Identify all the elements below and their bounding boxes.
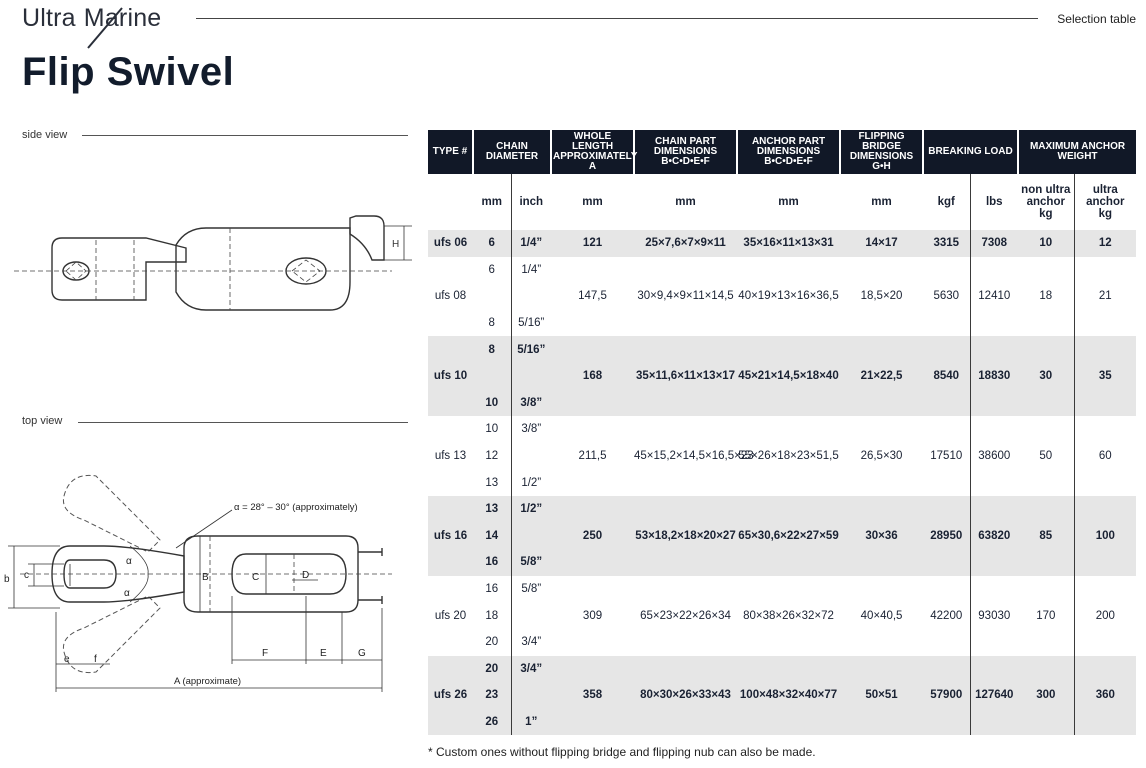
page-title: Flip Swivel: [22, 50, 235, 94]
doc-type-label: Selection table: [1057, 12, 1136, 26]
cell-mm: 16: [473, 549, 511, 576]
cell-inch: 1”: [511, 709, 551, 736]
cell-type: ufs 10: [428, 336, 473, 416]
alpha-upper-label: α: [126, 556, 132, 567]
cell-non-ultra: 85: [1018, 496, 1074, 576]
unit-non-ultra: non ultra anchor kg: [1021, 184, 1071, 220]
cell-mm: [473, 363, 511, 390]
table-row: [428, 230, 1136, 257]
group-ufs-13: [428, 416, 1136, 496]
header-max-anchor-weight: MAXIMUM ANCHOR WEIGHT: [1018, 130, 1136, 174]
cell-length: 211,5: [578, 450, 607, 463]
unit-anchor-part: mm: [778, 196, 799, 208]
side-view-label: side view: [22, 129, 68, 141]
cell-inch: 3/4”: [511, 629, 551, 656]
unit-ultra: ultra anchor kg: [1074, 174, 1136, 230]
cell-type: ufs 26: [428, 656, 473, 736]
cell-length: 309: [582, 609, 603, 622]
cell-inch: [511, 682, 551, 709]
cell-inch: 1/2”: [511, 496, 551, 523]
unit-chain-part: mm: [675, 196, 696, 208]
cell-mm: 13: [473, 496, 511, 523]
group-ufs-06: [428, 230, 1136, 257]
cell-kgf: 28950: [923, 496, 970, 576]
table-row: [428, 336, 1136, 363]
cell-mm: 18: [485, 609, 499, 622]
dim-c-inner-label: C: [252, 572, 260, 583]
cell-length: 358: [551, 656, 634, 736]
cell-inch: 5/16”: [511, 310, 551, 337]
cell-flipping-bridge: 21×22,5: [840, 336, 923, 416]
cell-non-ultra: 18: [1039, 290, 1053, 303]
cell-mm: 14: [473, 523, 511, 550]
top-view-label: top view: [22, 415, 63, 427]
cell-inch: [511, 602, 551, 629]
cell-lbs: 38600: [970, 416, 1018, 496]
unit-flipping-bridge: mm: [871, 196, 892, 208]
unit-type-blank: [428, 174, 473, 230]
unit-lbs: lbs: [970, 174, 1018, 230]
table-row: [428, 416, 1136, 443]
cell-chain-part: 80×30×26×33×43: [634, 656, 737, 736]
cell-mm: 8: [473, 336, 511, 363]
cell-anchor-part: 55×26×18×23×51,5: [738, 450, 839, 463]
cell-non-ultra: 170: [1036, 609, 1056, 622]
side-view-rule: [82, 135, 408, 136]
unit-kgf: kgf: [937, 196, 955, 208]
cell-inch: [511, 283, 551, 310]
header-chain-part: CHAIN PART DIMENSIONS B•C•D•E•F: [634, 130, 737, 174]
cell-non-ultra: 300: [1018, 656, 1074, 736]
unit-length: mm: [582, 196, 603, 208]
table-row: [428, 496, 1136, 523]
group-ufs-16: [428, 496, 1136, 576]
header-type: TYPE #: [428, 130, 473, 174]
unit-mm: mm: [481, 196, 502, 208]
cell-length: 168: [551, 336, 634, 416]
cell-flipping-bridge: 14×17: [840, 230, 923, 257]
cell-inch: 3/8”: [511, 390, 551, 417]
cell-chain-part: 35×11,6×11×13×17: [634, 336, 737, 416]
cell-mm: 6: [488, 263, 495, 276]
header-chain-diameter: CHAIN DIAMETER: [473, 130, 551, 174]
cell-lbs: 18830: [970, 336, 1018, 416]
header-flipping-bridge: FLIPPING BRIDGE DIMENSIONS G•H: [840, 130, 923, 174]
cell-type: ufs 13: [434, 450, 467, 463]
cell-chain-part: 30×9,4×9×11×14,5: [637, 290, 734, 303]
cell-lbs: 127640: [970, 656, 1018, 736]
angle-note: α = 28° – 30° (approximately): [234, 502, 358, 513]
cell-type: ufs 06: [428, 230, 473, 257]
cell-kgf: 3315: [923, 230, 970, 257]
cell-kgf: 57900: [923, 656, 970, 736]
table-row: [428, 576, 1136, 603]
cell-ultra: 60: [1074, 416, 1136, 496]
cell-inch: [511, 523, 551, 550]
dim-b-outer-label: b: [4, 574, 10, 585]
cell-anchor-part: 35×16×11×13×31: [737, 230, 840, 257]
brand-left: Ultra: [22, 4, 76, 32]
cell-mm: 6: [473, 230, 511, 257]
cell-inch: 3/8”: [511, 416, 551, 443]
cell-non-ultra: 10: [1018, 230, 1074, 257]
dim-h-label: H: [392, 239, 400, 250]
cell-ultra: 200: [1074, 576, 1136, 656]
cell-mm: 10: [473, 390, 511, 417]
table-row: [428, 257, 1136, 284]
top-view-rule: [78, 422, 408, 423]
dim-e-outer-label: E: [320, 648, 327, 659]
dim-g-label: G: [358, 648, 366, 659]
cell-anchor-part: 65×30,6×22×27×59: [737, 496, 840, 576]
dim-d-label: D: [302, 570, 310, 581]
cell-chain-part: 65×23×22×26×34: [640, 609, 731, 622]
side-view-drawing: [0, 140, 420, 340]
cell-flipping-bridge: 18,5×20: [860, 290, 903, 303]
cell-type: ufs 20: [434, 609, 467, 622]
cell-chain-part: 45×15,2×14,5×16,5×23: [634, 450, 754, 463]
cell-flipping-bridge: 26,5×30: [860, 450, 903, 463]
header-whole-length: WHOLE LENGTH APPROXIMATELY A: [553, 131, 638, 172]
brand-logo: [22, 4, 161, 33]
cell-inch: 1/2”: [511, 469, 551, 496]
dim-c-outer-label: c: [24, 570, 29, 581]
cell-anchor-part: 45×21×14,5×18×40: [737, 336, 840, 416]
group-ufs-20: [428, 576, 1136, 656]
cell-anchor-part: 100×48×32×40×77: [737, 656, 840, 736]
cell-lbs: 93030: [970, 576, 1018, 656]
cell-lbs: 63820: [970, 496, 1018, 576]
cell-kgf: 5630: [933, 290, 960, 303]
cell-inch: 5/8”: [511, 576, 551, 603]
dim-f-small-label: f: [94, 654, 97, 665]
cell-flipping-bridge: 40×40,5: [860, 609, 903, 622]
cell-kgf: 17510: [930, 450, 963, 463]
cell-flipping-bridge: 30×36: [840, 496, 923, 576]
cell-mm: 23: [473, 682, 511, 709]
cell-mm: 8: [488, 317, 495, 330]
cell-anchor-part: 80×38×26×32×72: [743, 609, 834, 622]
dim-e-label: e: [64, 654, 70, 665]
cell-chain-part: 53×18,2×18×20×27: [634, 496, 737, 576]
dim-b-inner-label: B: [202, 572, 209, 583]
length-note: A (approximate): [174, 676, 242, 687]
cell-mm: 12: [485, 450, 499, 463]
cell-type: ufs 16: [428, 496, 473, 576]
top-view-drawing: [0, 428, 420, 700]
cell-ultra: 100: [1074, 496, 1136, 576]
cell-mm: 10: [485, 423, 499, 436]
cell-mm: 16: [485, 583, 499, 596]
header-anchor-part: ANCHOR PART DIMENSIONS B•C•D•E•F: [737, 130, 840, 174]
cell-length: 121: [551, 230, 634, 257]
group-ufs-26: [428, 656, 1136, 736]
table-header-row: [428, 130, 1136, 174]
cell-non-ultra: 50: [1039, 450, 1053, 463]
cell-inch: 5/16”: [511, 336, 551, 363]
cell-anchor-part: 40×19×13×16×36,5: [738, 290, 839, 303]
cell-ultra: 12: [1074, 230, 1136, 257]
cell-length: 250: [551, 496, 634, 576]
cell-mm: 20: [485, 636, 499, 649]
units-row: [428, 174, 1136, 230]
group-ufs-08: [428, 257, 1136, 337]
cell-inch: 5/8”: [511, 549, 551, 576]
brand-right: Marine: [83, 4, 162, 32]
cell-chain-part: 25×7,6×7×9×11: [634, 230, 737, 257]
cell-ultra: 360: [1074, 656, 1136, 736]
cell-inch: 1/4”: [511, 257, 551, 284]
cell-flipping-bridge: 50×51: [840, 656, 923, 736]
cell-mm: 26: [473, 709, 511, 736]
cell-kgf: 42200: [930, 609, 963, 622]
cell-ultra: 35: [1074, 336, 1136, 416]
dim-f-label: F: [262, 648, 269, 659]
cell-ultra: 21: [1074, 257, 1136, 337]
cell-lbs: 12410: [970, 257, 1018, 337]
cell-kgf: 8540: [923, 336, 970, 416]
header-breaking-load: BREAKING LOAD: [923, 130, 1018, 174]
cell-length: 147,5: [578, 290, 607, 303]
cell-mm: 20: [473, 656, 511, 683]
cell-mm: [473, 283, 511, 310]
cell-inch: [511, 363, 551, 390]
footnote: * Custom ones without flipping bridge and flipping nub can also be made.: [428, 745, 816, 759]
header-rule: [196, 18, 1038, 19]
cell-inch: 3/4”: [511, 656, 551, 683]
selection-table: [428, 130, 1136, 735]
alpha-lower-label: α: [124, 588, 130, 599]
cell-lbs: 7308: [970, 230, 1018, 257]
group-ufs-10: [428, 336, 1136, 416]
table-row: [428, 656, 1136, 683]
cell-inch: 1/4”: [511, 230, 551, 257]
cell-inch: [511, 443, 551, 470]
cell-non-ultra: 30: [1018, 336, 1074, 416]
unit-inch: inch: [511, 174, 551, 230]
cell-mm: 13: [485, 476, 499, 489]
brand-slash-mark: [86, 6, 134, 50]
cell-type: ufs 08: [434, 290, 467, 303]
